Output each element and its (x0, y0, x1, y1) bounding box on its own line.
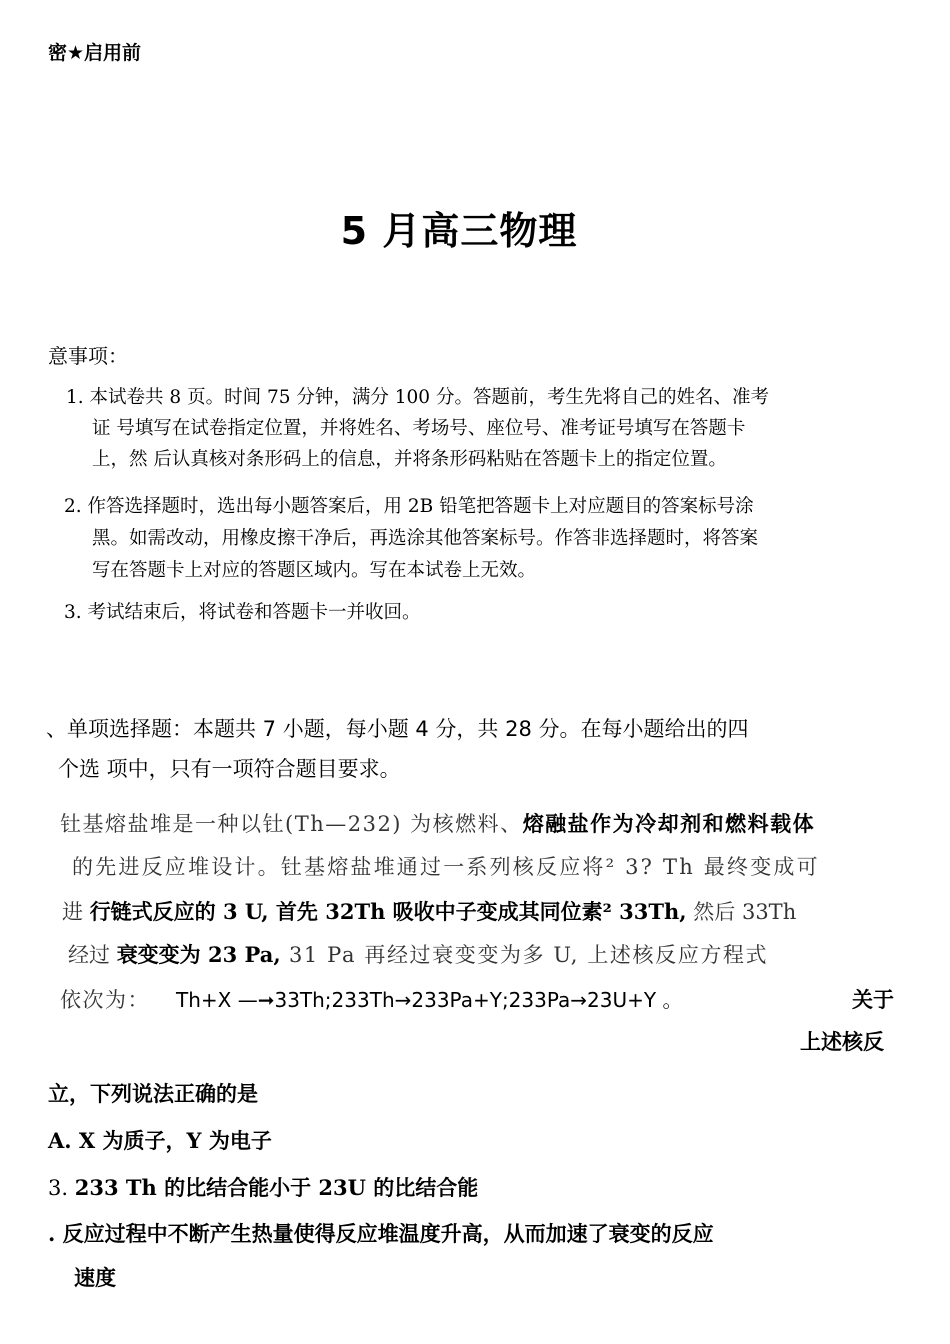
question-line: 关于 (852, 987, 894, 1012)
notice-line: 上，然 后认真核对条形码上的信息，并将条形码粘贴在答题卡上的指定位置。 (92, 449, 727, 470)
section-line: 、单项选择题：本题共 7 小题，每小题 4 分，共 28 分。在每小题给出的四 (46, 717, 749, 741)
option-a: A. X 为质子，Y 为电子 (48, 1128, 272, 1153)
page-title: 5 月高三物理 (340, 209, 578, 253)
confidential-mark: 密★启用前 (48, 42, 142, 64)
option-c-continued: 速度 (74, 1265, 116, 1290)
notice-line: 2. 作答选择题时，选出每小题答案后，用 2B 铅笔把答题卡上对应题目的答案标号涂 (64, 496, 754, 517)
notice-line: 黑。如需改动，用橡皮擦干净后，再选涂其他答案标号。作答非选择题时，将答案 (92, 528, 759, 549)
question-line: 钍基熔盐堆是一种以钍(Th—232) 为核燃料、熔融盐作为冷却剂和燃料载体 (60, 811, 816, 836)
notice-line: 写在答题卡上对应的答题区域内。写在本试卷上无效。 (92, 560, 537, 581)
question-line: 依次为： (60, 988, 150, 1012)
question-line: 经过 衰变变为 23 Pa, 31 Pa 再经过衰变变为多 U, 上述核反应方程式 (68, 942, 769, 967)
notice-heading: 意事项： (48, 344, 128, 368)
question-line: 进 行链式反应的 3 U, 首先 32Th 吸收中子变成其同位素² 33Th, 然后 33Th (62, 899, 797, 924)
option-c: . 反应过程中不断产生热量使得反应堆温度升高，从而加速了衰变的反应 (48, 1221, 714, 1246)
question-line: 上述核反 (800, 1029, 884, 1054)
question-line: 的先进反应堆设计。钍基熔盐堆通过一系列核反应将² 3? Th 最终变成可 (72, 855, 820, 879)
reaction-equations: Th+X —➞33Th;233Th→233Pa+Y;233Pa→23U+Y 。 (176, 988, 683, 1012)
notice-line: 证 号填写在试卷指定位置，并将姓名、考场号、座位号、准考证号填写在答题卡 (92, 418, 746, 439)
option-b: 3. 233 Th 的比结合能小于 23U 的比结合能 (48, 1175, 479, 1200)
section-line: 个选 项中，只有一项符合题目要求。 (58, 757, 401, 781)
question-stem: 立，下列说法正确的是 (48, 1081, 258, 1106)
notice-line: 1. 本试卷共 8 页。时间 75 分钟，满分 100 分。答题前，考生先将自己的姓名、准考 (66, 387, 769, 408)
notice-line: 3. 考试结束后，将试卷和答题卡一并收回。 (64, 602, 421, 623)
